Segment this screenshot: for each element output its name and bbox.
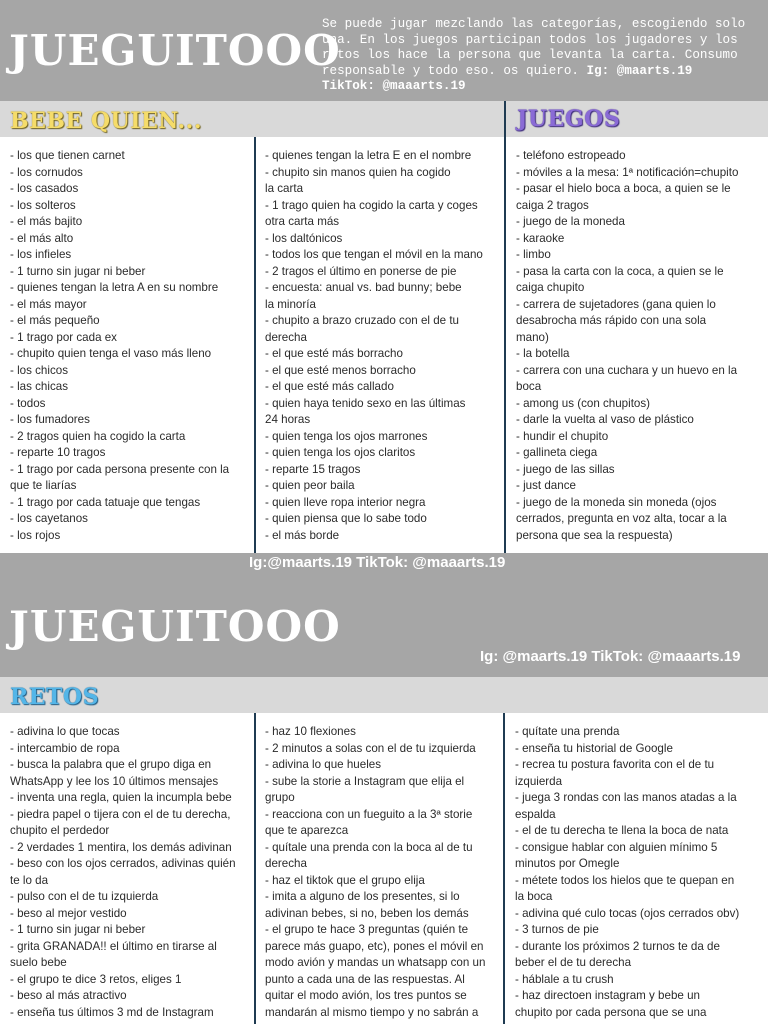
list-item: suelo bebe (10, 956, 67, 969)
list-item: - el grupo te hace 3 preguntas (quién te (265, 923, 469, 936)
list-item: - grita GRANADA!! el último en tirarse al (10, 939, 217, 953)
list-item: - el más bajito (10, 215, 83, 228)
list-item: - consigue hablar con alguien mínimo 5 (515, 840, 718, 854)
list-item: - haz el tiktok que el grupo elija (265, 873, 425, 887)
column-divider (503, 713, 505, 1024)
list-item: - teléfono estropeado (516, 149, 626, 162)
page-title-2: JUEGUITOOO (9, 602, 341, 651)
list-item: - adivina lo que tocas (10, 725, 120, 738)
list-item: - piedra papel o tijera con el de tu derecha, (10, 807, 231, 821)
list-item: - los solteros (10, 198, 76, 212)
list-item: - todos los que tengan el móvil en la mano (265, 248, 483, 261)
list-item: te lo da (10, 873, 49, 887)
list-item: - 2 tragos quien ha cogido la carta (10, 429, 186, 443)
list-item: - quien haya tenido sexo en las últimas (265, 396, 466, 410)
list-item: - encuesta: anual vs. bad bunny; bebe (265, 281, 462, 294)
heading-stripe-2 (0, 677, 768, 713)
list-item: quitar el modo avión, los tres puntos se (265, 989, 467, 1002)
list-item: - beso al mejor vestido (10, 906, 127, 920)
retos-list-3 (515, 724, 765, 1021)
list-item: chupito el perdedor (10, 824, 110, 837)
list-item: - just dance (516, 479, 576, 492)
column-divider (504, 101, 506, 553)
list-item: - hundir el chupito (516, 429, 609, 443)
list-item: la minoría (265, 297, 316, 311)
list-item: - pasar el hielo boca a boca, a quien se le (516, 182, 731, 195)
list-item: - busca la palabra que el grupo diga en (10, 758, 212, 771)
list-item: - sube la storie a Instagram que elija el (265, 774, 465, 788)
list-item: - los rojos (10, 528, 61, 542)
list-item: - el de tu derecha te llena la boca de nata (515, 824, 729, 837)
list-item: - haz directoen instagram y bebe un (515, 989, 700, 1002)
list-item: - el grupo te dice 3 retos, eliges 1 (10, 972, 182, 986)
list-item: - las chicas (10, 380, 68, 393)
list-item: - los chicos (10, 363, 68, 377)
list-item: - 3 turnos de pie (515, 923, 599, 936)
list-item: - carrera con una cuchara y un huevo en la (516, 363, 738, 377)
list-item: - pasa la carta con la coca, a quien se le (516, 264, 724, 278)
list-item: boca (516, 380, 542, 393)
list-item: - enseña tus últimos 3 md de Instagram (10, 1005, 214, 1019)
list-item: - 1 turno sin jugar ni beber (10, 264, 146, 278)
list-item: adivinan bebes, si no, beben los demás (265, 906, 469, 920)
list-item: - 1 turno sin jugar ni beber (10, 923, 146, 936)
bebe-list-2 (265, 148, 501, 544)
list-item: - 1 trago quien ha cogido la carta y coges (265, 198, 478, 212)
list-item: - intercambio de ropa (10, 741, 120, 755)
list-item: - los que tienen carnet (10, 149, 125, 162)
list-item: grupo (265, 791, 295, 804)
list-item: - 2 tragos el último en ponerse de pie (265, 264, 457, 278)
list-item: - karaoke (516, 231, 565, 245)
list-item: - adivina lo que hueles (265, 758, 382, 771)
retos-list-2 (265, 724, 501, 1021)
list-item: - beso con los ojos cerrados, adivinas quién (10, 857, 236, 870)
list-item: caiga chupito (516, 281, 585, 294)
list-item: - los infieles (10, 248, 72, 261)
list-item: - métete todos los hielos que te quepan en (515, 873, 735, 887)
list-item: - 1 trago por cada persona presente con la (10, 462, 230, 476)
list-item: izquierda (515, 774, 563, 788)
list-item: - gallineta ciega (516, 446, 598, 459)
list-item: chupito por cada persona que se una (515, 1005, 707, 1019)
list-item: parece más guapo, etc), pones el móvil en (265, 939, 484, 953)
retos-list-1 (10, 724, 250, 1021)
juegos-list (516, 148, 764, 544)
list-item: beber el de tu derecha (515, 956, 632, 969)
list-item: - el que esté más borracho (265, 347, 403, 360)
list-item: - pulso con el de tu izquierda (10, 890, 159, 903)
list-item: - reparte 10 tragos (10, 446, 106, 459)
list-item: punto a cada una de las respuestas. Al (265, 972, 465, 986)
list-item: - el que esté más callado (265, 380, 394, 393)
list-item: - el que esté menos borracho (265, 363, 416, 377)
list-item: - enseña tu historial de Google (515, 741, 673, 755)
list-item: - quien piensa que lo sabe todo (265, 512, 427, 525)
heading-retos: RETOS (10, 684, 99, 710)
list-item: - 2 minutos a solas con el de tu izquierda (265, 741, 476, 755)
list-item: - adivina qué culo tocas (ojos cerrados obv) (515, 906, 740, 920)
list-item: - quien lleve ropa interior negra (265, 495, 426, 509)
list-item: - los daltónicos (265, 231, 343, 245)
header-social-handles: Ig: @maarts.19 TikTok: @maaarts.19 (480, 648, 741, 665)
list-item: persona que sea la respuesta) (516, 528, 673, 542)
footer-social-handles: Ig:@maarts.19 TikTok: @maaarts.19 (249, 554, 506, 571)
list-item: - imita a alguno de los presentes, si lo (265, 890, 460, 903)
list-item: minutos por Omegle (515, 857, 620, 870)
bebe-list-1 (10, 148, 250, 544)
list-item: - beso al más atractivo (10, 989, 127, 1002)
list-item: - los casados (10, 182, 79, 195)
rules-text: Se puede jugar mezclando las categorías, escogiendo solo una. En los juegos participan todos los jugadores y los retos los hace la persona que levanta la carta. Consumo responsable y todo eso. os quiero. (322, 17, 746, 78)
list-item: - 1 trago por cada tatuaje que tengas (10, 495, 201, 509)
list-item: - juego de las sillas (516, 462, 615, 476)
list-item: - los cayetanos (10, 512, 88, 525)
list-item: - quienes tengan la letra A en su nombre (10, 281, 219, 294)
list-item: 24 horas (265, 413, 311, 426)
list-item: que te aparezca (265, 824, 349, 837)
list-item: - reparte 15 tragos (265, 462, 361, 476)
list-item: - el más mayor (10, 297, 87, 311)
list-item: - juego de la moneda (516, 215, 625, 228)
list-item: - quítale una prenda con la boca al de tu (265, 840, 473, 854)
rules-social-handles: Ig: @maarts.19 TikTok: @maaarts.19 (322, 63, 693, 94)
rules-description (322, 17, 752, 95)
list-item: - los cornudos (10, 165, 83, 179)
list-item: cerrados, pregunta en voz alta, tocar a la (516, 512, 727, 525)
list-item: - quien tenga los ojos claritos (265, 446, 416, 459)
list-item: caiga 2 tragos (516, 198, 589, 212)
list-item: - quien peor baila (265, 479, 355, 492)
list-item: - el más alto (10, 231, 74, 245)
list-item: WhatsApp y lee los 10 últimos mensajes (10, 774, 219, 788)
list-item: - todos (10, 396, 46, 410)
list-item: - inventa una regla, quien la incumpla bebe (10, 791, 232, 804)
list-item: - chupito a brazo cruzado con el de tu (265, 314, 459, 327)
list-item: - háblale a tu crush (515, 972, 614, 986)
list-item: - among us (con chupitos) (516, 396, 651, 410)
column-divider (254, 713, 256, 1024)
list-item: - darle la vuelta al vaso de plástico (516, 413, 694, 426)
list-item: - los fumadores (10, 413, 90, 426)
list-item: - juego de la moneda sin moneda (ojos (516, 495, 717, 509)
list-item: - la botella (516, 347, 570, 360)
list-item: que te liarías (10, 479, 77, 492)
list-item: derecha (265, 330, 307, 344)
list-item: - quienes tengan la letra E en el nombre (265, 149, 472, 162)
list-item: otra carta más (265, 215, 340, 228)
heading-bebe-quien: BEBE QUIEN... (10, 108, 202, 134)
heading-juegos: JUEGOS (517, 106, 621, 132)
column-divider (254, 137, 256, 553)
list-item: - chupito quien tenga el vaso más lleno (10, 347, 212, 360)
list-item: la carta (265, 182, 304, 195)
list-item: - quítate una prenda (515, 725, 620, 738)
list-item: la boca (515, 890, 553, 903)
list-item: - haz 10 flexiones (265, 725, 356, 738)
list-item: - durante los próximos 2 turnos te da de (515, 939, 720, 953)
list-item: desabrocha más rápido con una sola (516, 314, 707, 327)
list-item: mano) (516, 330, 549, 344)
list-item: - móviles a la mesa: 1ª notificación=chupito (516, 165, 739, 179)
list-item: - carrera de sujetadores (gana quien lo (516, 297, 716, 311)
list-item: modo avión y mandas un whatsapp con un (265, 956, 486, 969)
list-item: espalda (515, 807, 556, 821)
list-item: mandarán al mismo tiempo y no sabrán a (265, 1005, 479, 1019)
list-item: - limbo (516, 248, 551, 261)
list-item: - quien tenga los ojos marrones (265, 429, 428, 443)
list-item: derecha (265, 857, 307, 870)
page-title-1: JUEGUITOOO (9, 26, 341, 75)
list-item: - el más borde (265, 528, 340, 542)
list-item: - chupito sin manos quien ha cogido (265, 165, 451, 179)
list-item: - recrea tu postura favorita con el de tu (515, 758, 715, 771)
list-item: - el más pequeño (10, 314, 100, 327)
list-item: - reacciona con un fueguito a la 3ª storie (265, 807, 473, 821)
list-item: - 1 trago por cada ex (10, 330, 117, 344)
list-item: - juega 3 rondas con las manos atadas a la (515, 791, 737, 804)
list-item: - 2 verdades 1 mentira, los demás adivinan (10, 840, 232, 854)
